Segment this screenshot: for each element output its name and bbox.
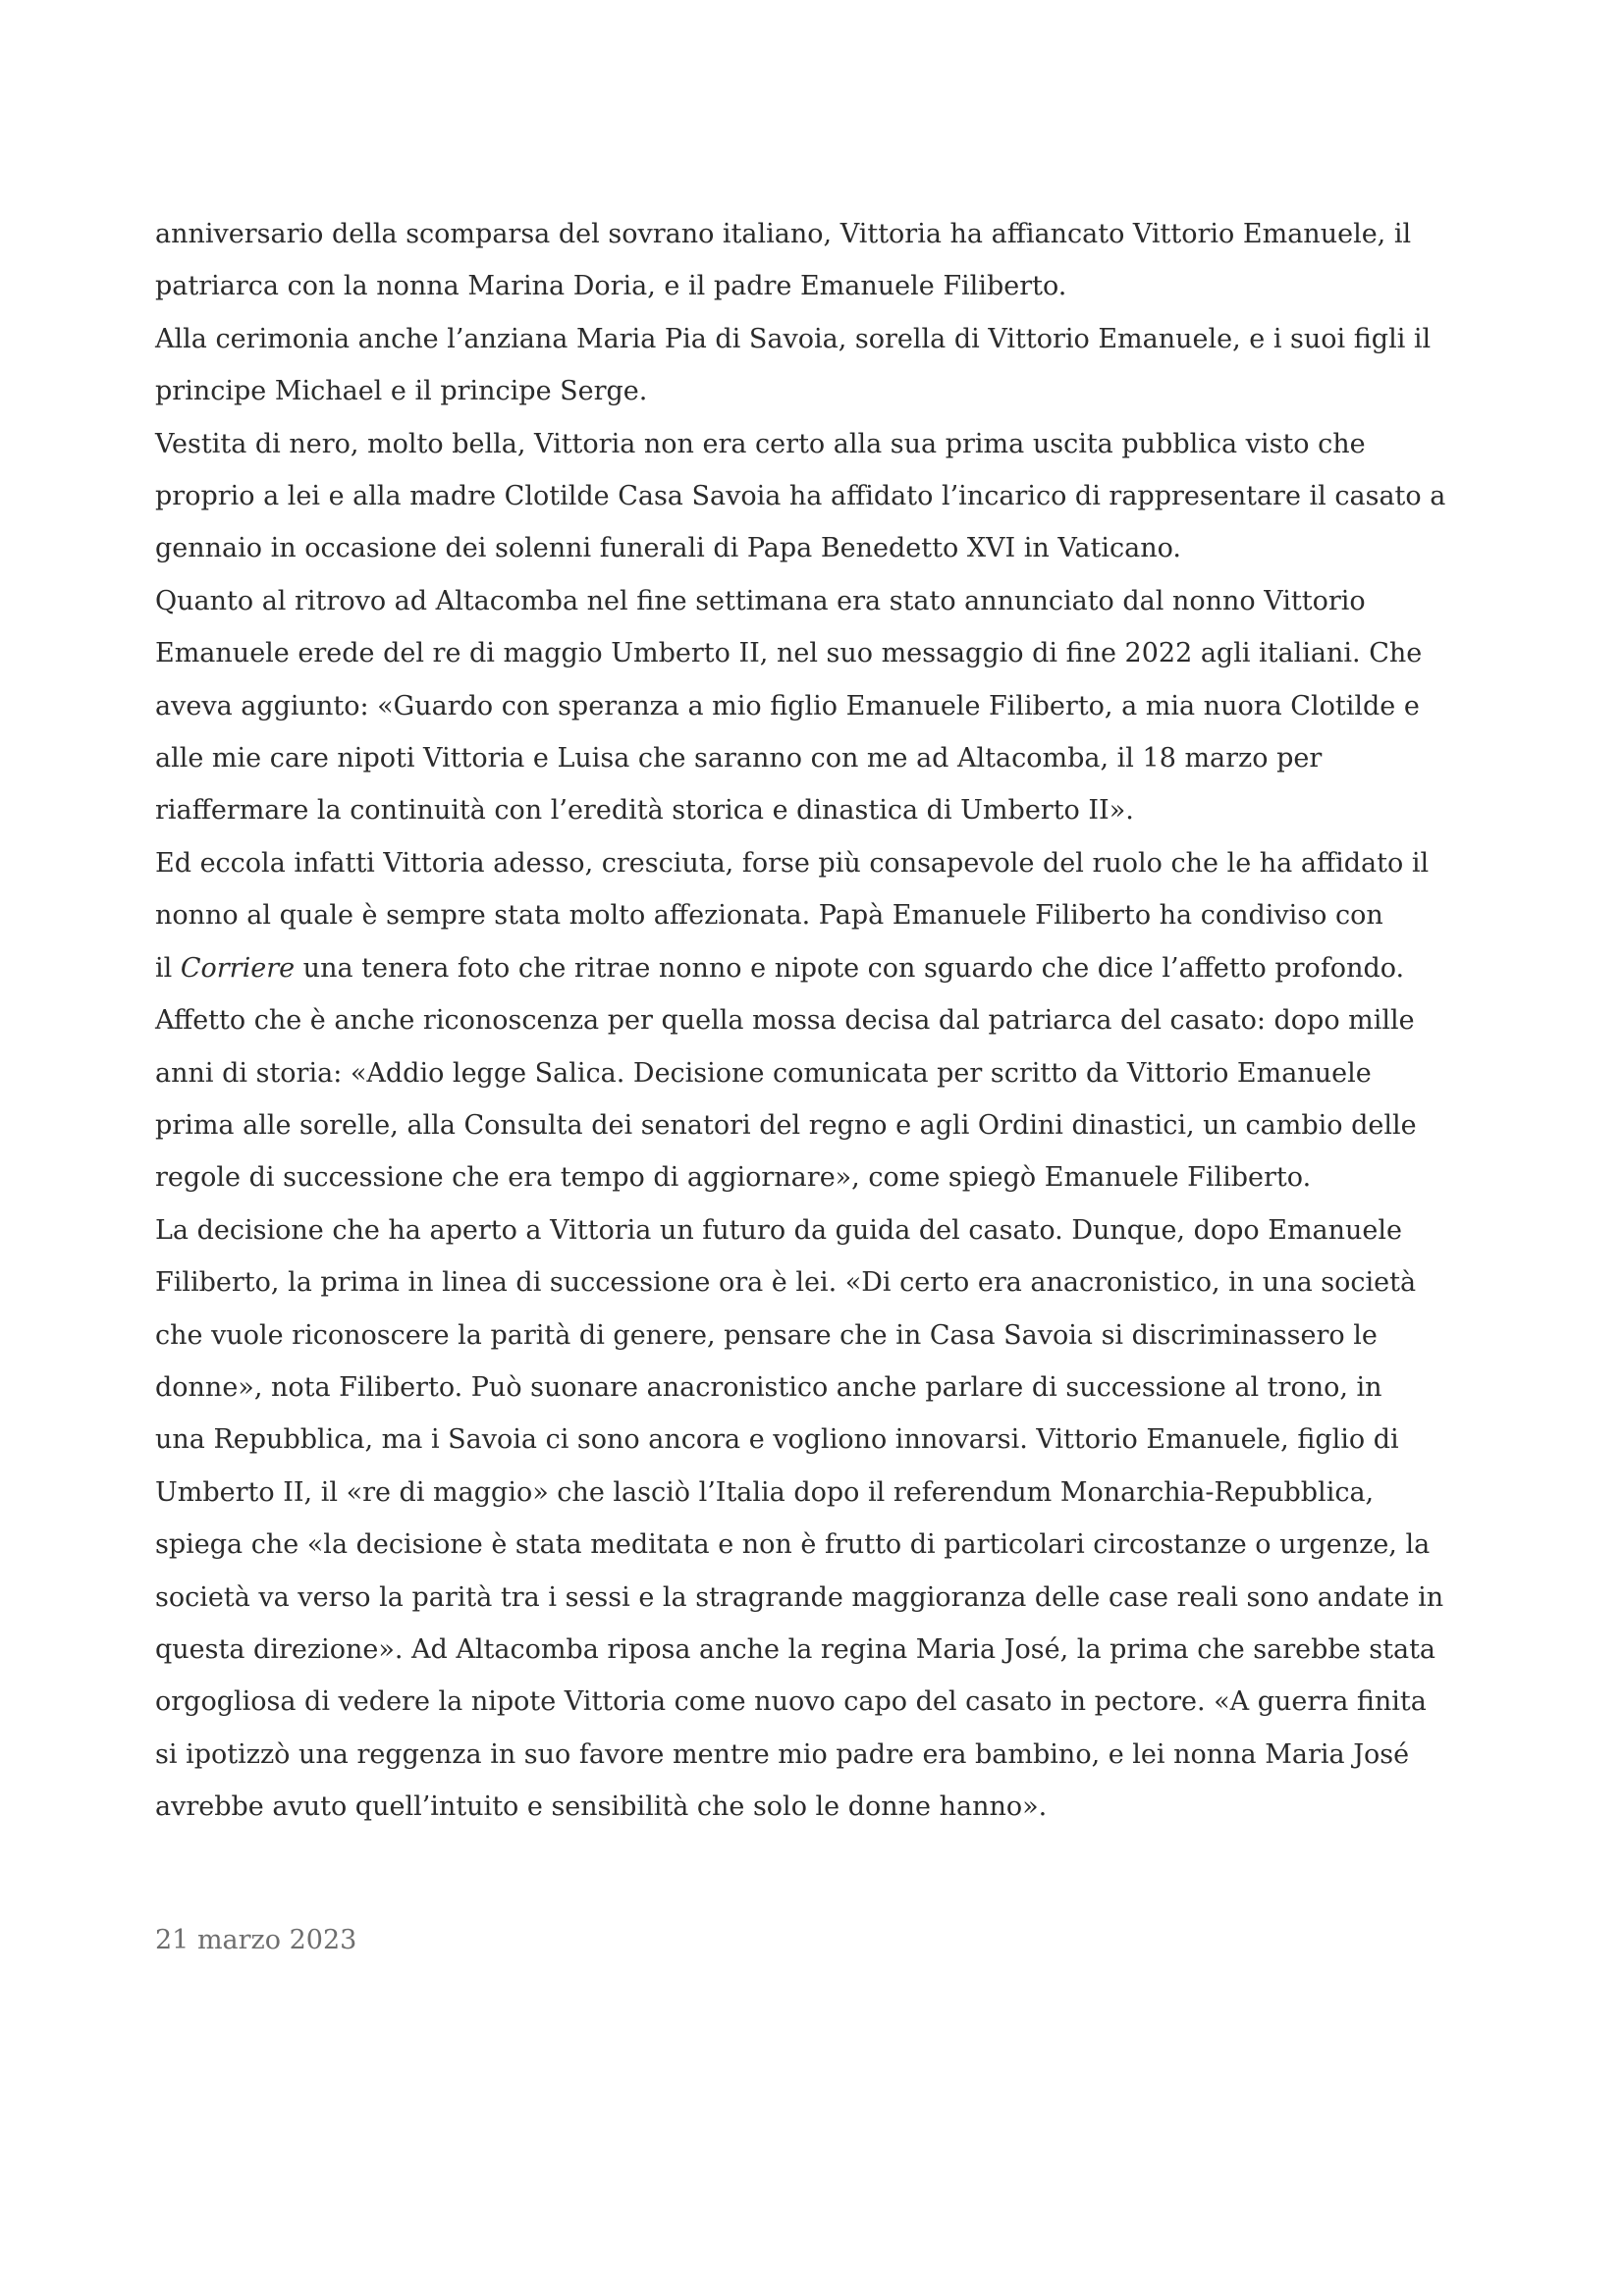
text-line: Emanuele erede del re di maggio Umberto II, nel suo messaggio di fine 2022 agli italiani. Che [155,638,1423,669]
text-line: avrebbe avuto quell’intuito e sensibilità che solo le donne hanno». [155,1791,1048,1823]
text-line: si ipotizzò una reggenza in suo favore mentre mio padre era bambino, e lei nonna Maria José [155,1738,1410,1770]
text-line: società va verso la parità tra i sessi e la stragrande maggioranza delle case reali sono andate in [155,1581,1444,1613]
text-line: Alla cerimonia anche l’anziana Maria Pia di Savoia, sorella di Vittorio Emanuele, e i suoi figli il [155,323,1432,354]
text-line: Quanto al ritrovo ad Altacomba nel fine settimana era stato annunciato dal nonno Vittorio [155,585,1366,616]
text-line: aveva aggiunto: «Guardo con speranza a mio figlio Emanuele Filiberto, a mia nuora Clotilde e [155,690,1420,721]
text-line: Affetto che è anche riconoscenza per quella mossa decisa dal patriarca del casato: dopo mille [155,1005,1415,1037]
text-line: patriarca con la nonna Marina Doria, e il padre Emanuele Filiberto. [155,271,1067,302]
text-line: che vuole riconoscere la parità di genere, pensare che in Casa Savoia si discriminassero le [155,1319,1378,1351]
text-line: principe Michael e il principe Serge. [155,376,648,407]
corriere-line-before: il [155,952,181,984]
text-line: orgogliosa di vedere la nipote Vittoria come nuovo capo del casato in pectore. «A guerra finita [155,1686,1427,1718]
text-line: Ed eccola infatti Vittoria adesso, cresciuta, forse più consapevole del ruolo che le ha affidato il [155,847,1430,879]
text-line: proprio a lei e alla madre Clotilde Casa Savoia ha affidato l’incarico di rappresentare il casato a [155,481,1446,512]
text-line: gennaio in occasione dei solenni funerali di Papa Benedetto XVI in Vaticano. [155,533,1181,564]
text-line: questa direzione». Ad Altacomba riposa anche la regina Maria José, la prima che sarebbe stata [155,1633,1436,1665]
text-line: una Repubblica, ma i Savoia ci sono ancora e vogliono innovarsi. Vittorio Emanuele, figlio di [155,1424,1399,1456]
text-line: donne», nota Filiberto. Può suonare anacronistico anche parlare di successione al trono, in [155,1371,1382,1403]
text-line: prima alle sorelle, alla Consulta dei senatori del regno e agli Ordini dinastici, un cambio delle [155,1109,1417,1141]
article-body [155,208,1481,1834]
text-line: anni di storia: «Addio legge Salica. Decisione comunicata per scritto da Vittorio Emanuele [155,1057,1372,1089]
corriere-italic-text: Corriere [180,952,296,984]
text-line: Umberto II, il «re di maggio» che lasciò l’Italia dopo il referendum Monarchia-Repubblica, [155,1476,1375,1508]
text-line: alle mie care nipoti Vittoria e Luisa che saranno con me ad Altacomba, il 18 marzo per [155,743,1323,774]
text-line: riaffermare la continuità con l’eredità storica e dinastica di Umberto II». [155,795,1134,827]
publication-date: 21 marzo 2023 [155,1925,357,1955]
text-line: nonno al quale è sempre stata molto affezionata. Papà Emanuele Filiberto ha condiviso con [155,900,1383,932]
text-line: La decisione che ha aperto a Vittoria un futuro da guida del casato. Dunque, dopo Emanuele [155,1214,1403,1246]
corriere-line-after: una tenera foto che ritrae nonno e nipote con sguardo che dice l’affetto profondo. [295,952,1405,984]
text-line: regole di successione che era tempo di aggiornare», come spiegò Emanuele Filiberto. [155,1162,1312,1194]
text-line: Vestita di nero, molto bella, Vittoria non era certo alla sua prima uscita pubblica visto che [155,428,1366,459]
text-line: spiega che «la decisione è stata meditata e non è frutto di particolari circostanze o urgenze, la [155,1529,1431,1561]
text-line: anniversario della scomparsa del sovrano italiano, Vittoria ha affiancato Vittorio Emanuele, il [155,219,1412,249]
text-line: Filiberto, la prima in linea di successione ora è lei. «Di certo era anacronistico, in una società [155,1267,1417,1299]
corriere-line [155,942,1481,994]
